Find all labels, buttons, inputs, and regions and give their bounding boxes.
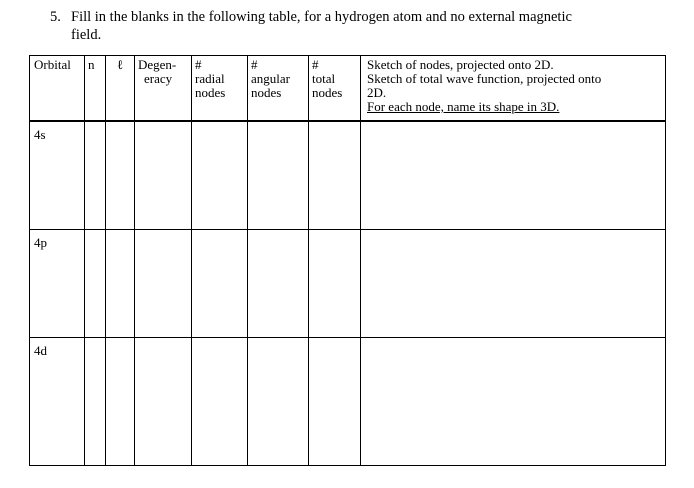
question-line-2: field. bbox=[71, 27, 102, 43]
angular-nodes-input-cell[interactable] bbox=[248, 229, 309, 337]
header-angular-nodes: # angular nodes bbox=[248, 56, 309, 122]
header-total-nodes: # total nodes bbox=[309, 56, 361, 122]
radial-nodes-input-cell[interactable] bbox=[192, 121, 248, 229]
sketch-input-cell[interactable] bbox=[361, 337, 666, 465]
orbital-cell: 4p bbox=[30, 229, 85, 337]
header-degeneracy: Degen- eracy bbox=[135, 56, 192, 122]
question-prompt bbox=[50, 8, 650, 44]
l-input-cell[interactable] bbox=[106, 121, 135, 229]
header-sketch: Sketch of nodes, projected onto 2D. Sketch of total wave function, projected onto 2D. For each node, name its shape in 3D. bbox=[361, 56, 666, 122]
n-input-cell[interactable] bbox=[85, 229, 106, 337]
sketch-input-cell[interactable] bbox=[361, 121, 666, 229]
n-input-cell[interactable] bbox=[85, 121, 106, 229]
l-input-cell[interactable] bbox=[106, 337, 135, 465]
orbital-table bbox=[29, 55, 666, 466]
question-number: 5. bbox=[50, 9, 61, 25]
radial-nodes-input-cell[interactable] bbox=[192, 229, 248, 337]
total-nodes-input-cell[interactable] bbox=[309, 121, 361, 229]
orbital-cell: 4s bbox=[30, 121, 85, 229]
header-radial-nodes: # radial nodes bbox=[192, 56, 248, 122]
table-row bbox=[30, 121, 666, 229]
degeneracy-input-cell[interactable] bbox=[135, 337, 192, 465]
table-row bbox=[30, 337, 666, 465]
header-row bbox=[30, 56, 666, 122]
degeneracy-input-cell[interactable] bbox=[135, 229, 192, 337]
table-row bbox=[30, 229, 666, 337]
angular-nodes-input-cell[interactable] bbox=[248, 337, 309, 465]
question-text-1: Fill in the blanks in the following table, for a hydrogen atom and no external magnetic bbox=[71, 9, 572, 25]
total-nodes-input-cell[interactable] bbox=[309, 337, 361, 465]
question-line-1 bbox=[50, 8, 650, 26]
total-nodes-input-cell[interactable] bbox=[309, 229, 361, 337]
degeneracy-input-cell[interactable] bbox=[135, 121, 192, 229]
header-orbital: Orbital bbox=[30, 56, 85, 122]
orbital-cell: 4d bbox=[30, 337, 85, 465]
l-input-cell[interactable] bbox=[106, 229, 135, 337]
header-n: n bbox=[85, 56, 106, 122]
angular-nodes-input-cell[interactable] bbox=[248, 121, 309, 229]
header-l: ℓ bbox=[106, 56, 135, 122]
radial-nodes-input-cell[interactable] bbox=[192, 337, 248, 465]
n-input-cell[interactable] bbox=[85, 337, 106, 465]
sketch-input-cell[interactable] bbox=[361, 229, 666, 337]
